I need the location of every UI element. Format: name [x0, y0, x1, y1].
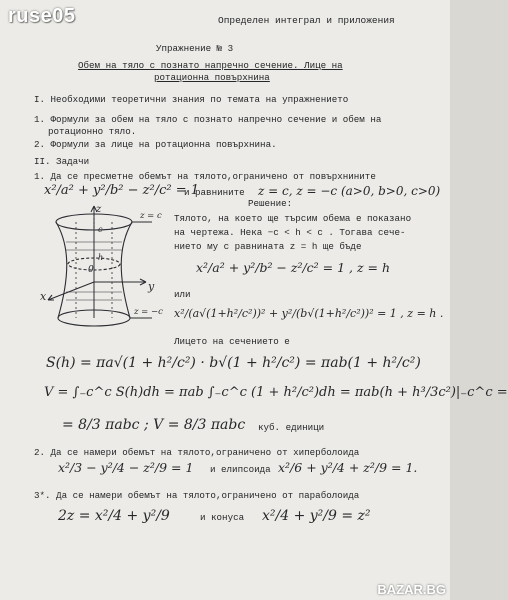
section2-heading: II. Задачи [34, 156, 90, 167]
c-label: c [98, 225, 103, 234]
site-logo: ruse05 [8, 5, 76, 27]
solution-text-line3: нието му с равнината z = h ще бъде [174, 241, 362, 252]
section1-item2: 2. Формули за лице на ротационна повърхнина. [34, 139, 277, 150]
problem3-statement: 3*. Да се намери обемът на тялото,ограничено от параболоида [34, 490, 360, 501]
problem1-planes: z = c, z = −c (a>0, b>0, c>0) [258, 184, 441, 198]
problem1-statement: 1. Да се пресметне обемът на тялото,ограничено от повърхнините [34, 171, 376, 182]
section1-item1-line1: 1. Формули за обем на тяло с познато напречно сечение и обем на [34, 114, 382, 125]
area-label: Лицето на сечението е [174, 336, 290, 347]
solution-text-line1: Тялото, на което ще търсим обема е показано [174, 213, 412, 224]
h-label: h [98, 253, 104, 262]
origin-label: 0 [88, 265, 94, 275]
exercise-title-line2: ротационна повърхнина [154, 72, 270, 83]
problem3-equation1: 2z = x²/4 + y²/9 [58, 508, 170, 524]
watermark-logo: BAZAR.BG [377, 582, 446, 597]
section-equation-2: x²/(a√(1+h²/c²))² + y²/(b√(1+h²/c²))² = 1 , z = h . [174, 307, 444, 320]
axis-z-label: z [96, 204, 102, 215]
or-label: или [174, 289, 191, 300]
problem3-equation2: x²/4 + y²/9 = z² [262, 508, 371, 524]
exercise-number: Упражнение № 3 [156, 43, 234, 54]
axis-y-label: y [148, 280, 155, 293]
volume-result: = 8/3 πabc ; V = 8/3 πabc [62, 417, 246, 433]
section1-heading: I. Необходими теоретични знания по темата на упражнението [34, 94, 349, 105]
problem1-planes-label: и равнините [184, 187, 245, 198]
solution-text-line2: на чертежа. Нека −c < h < c . Тогава сече- [174, 227, 406, 238]
right-profile [121, 222, 132, 318]
exercise-title-line1: Обем на тяло с познато напречно сечение. Лице на [78, 60, 343, 71]
axis-x-label: x [40, 290, 47, 303]
problem2-equation1: x²/3 − y²/4 − z²/9 = 1 [58, 460, 194, 475]
area-formula: S(h) = πa√(1 + h²/c²) · b√(1 + h²/c²) = πab(1 + h²/c²) [46, 355, 421, 371]
section-equation-1: x²/a² + y²/b² − z²/c² = 1 , z = h [196, 260, 391, 275]
running-title: Определен интеграл и приложения [218, 15, 395, 26]
z-top-label: z = c [140, 211, 162, 221]
volume-units: куб. единици [258, 422, 325, 433]
problem2-equation2: x²/6 + y²/4 + z²/9 = 1. [278, 460, 418, 475]
solution-label: Решение: [248, 198, 293, 209]
problem3-mid-label: и конуса [200, 512, 245, 523]
left-profile [56, 222, 67, 318]
problem2-statement: 2. Да се намери обемът на тялото,ограничено от хиперболоида [34, 447, 360, 458]
problem2-mid-label: и елипсоида [210, 464, 271, 475]
volume-formula: V = ∫₋c^c S(h)dh = πab ∫₋c^c (1 + h²/c²)dh = πab(h + h³/3c²)|₋c^c = [44, 385, 508, 400]
z-bottom-label: z = −c [134, 307, 163, 317]
problem1-equation: x²/a² + y²/b² − z²/c² = 1 [44, 183, 200, 198]
hyperboloid-figure [36, 202, 170, 340]
section1-item1-line2: ротационно тяло. [48, 126, 137, 137]
